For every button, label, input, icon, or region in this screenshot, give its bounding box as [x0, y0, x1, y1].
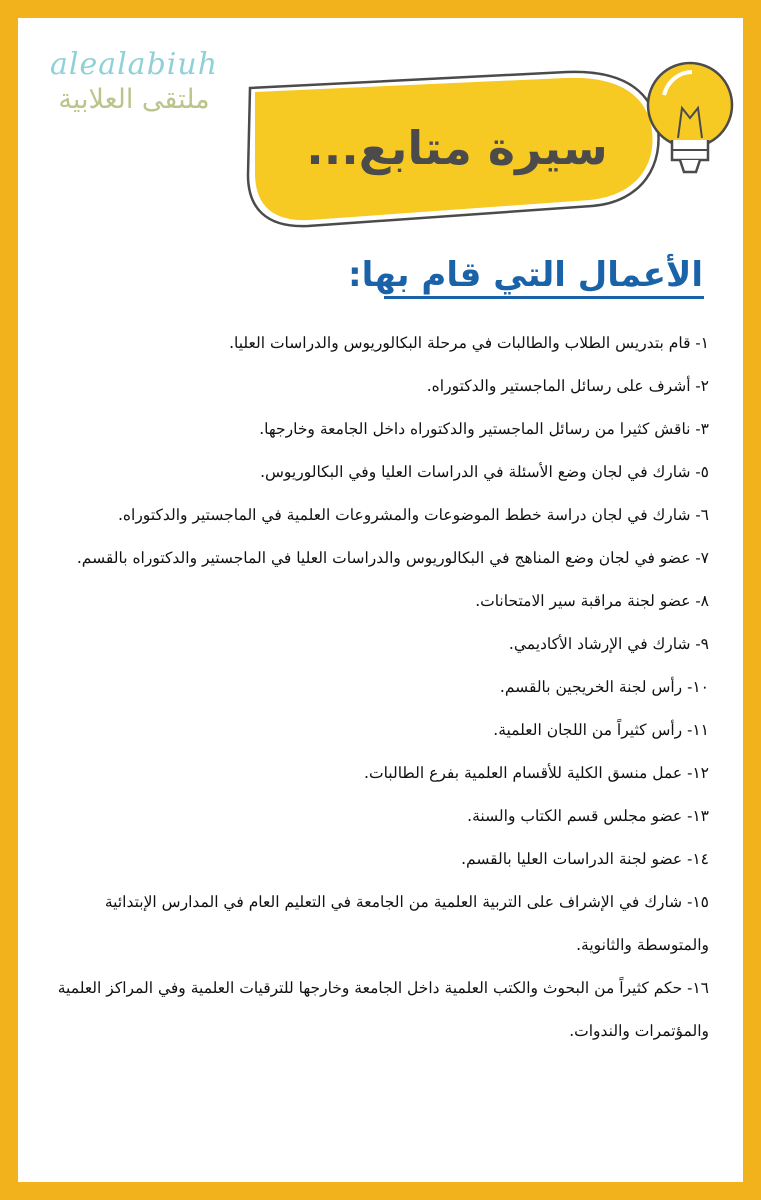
list-item: ١١- رأس كثيراً من اللجان العلمية.: [493, 721, 709, 739]
list-item: ٣- ناقش كثيرا من رسائل الماجستير والدكتوراه داخل الجامعة وخارجها.: [259, 420, 709, 438]
list-item: ٦- شارك في لجان دراسة خطط الموضوعات والمشروعات العلمية في الماجستير والدكتوراه.: [117, 506, 709, 524]
lightbulb-icon: [648, 63, 732, 172]
list-item: ١- قام بتدريس الطلاب والطالبات في مرحلة البكالوريوس والدراسات العليا.: [229, 334, 709, 352]
list-item: ٨- عضو لجنة مراقبة سير الامتحانات.: [475, 592, 709, 610]
heading-underline: [384, 296, 704, 299]
works-list: [53, 322, 709, 1053]
list-item: ١٤- عضو لجنة الدراسات العليا بالقسم.: [461, 850, 709, 868]
list-item: ١٥- شارك في الإشراف على التربية العلمية من الجامعة في التعليم العام في المدارس الإبتدائية والمتوسطة والثانوية.: [104, 893, 709, 954]
list-item: ١٠- رأس لجنة الخريجين بالقسم.: [499, 678, 709, 696]
list-item: ١٦- حكم كثيراً من البحوث والكتب العلمية داخل الجامعة وخارجها للترقيات العلمية وفي المراكز العلمية والمؤتمرات والندوات.: [57, 979, 709, 1040]
banner-title: سيرة متابع...: [306, 121, 608, 175]
logo-arabic-text: ملتقى العلابية: [58, 84, 210, 115]
list-item: ١٢- عمل منسق الكلية للأقسام العلمية بفرع الطالبات.: [364, 764, 709, 782]
list-item: ٧- عضو في لجان وضع المناهج في البكالوريوس والدراسات العليا في الماجستير والدكتوراه بالقسم.: [76, 549, 709, 567]
list-item: ٢- أشرف على رسائل الماجستير والدكتوراه.: [426, 377, 709, 395]
logo-latin-text: alealabiuh: [49, 47, 219, 82]
list-item: ١٣- عضو مجلس قسم الكتاب والسنة.: [467, 807, 709, 825]
section-heading: الأعمال التي قام بها:: [348, 255, 703, 295]
list-item: ٩- شارك في الإرشاد الأكاديمي.: [508, 635, 709, 653]
list-item: ٥- شارك في لجان وضع الأسئلة في الدراسات العليا وفي البكالوريوس.: [260, 463, 709, 481]
site-logo: [34, 48, 234, 118]
